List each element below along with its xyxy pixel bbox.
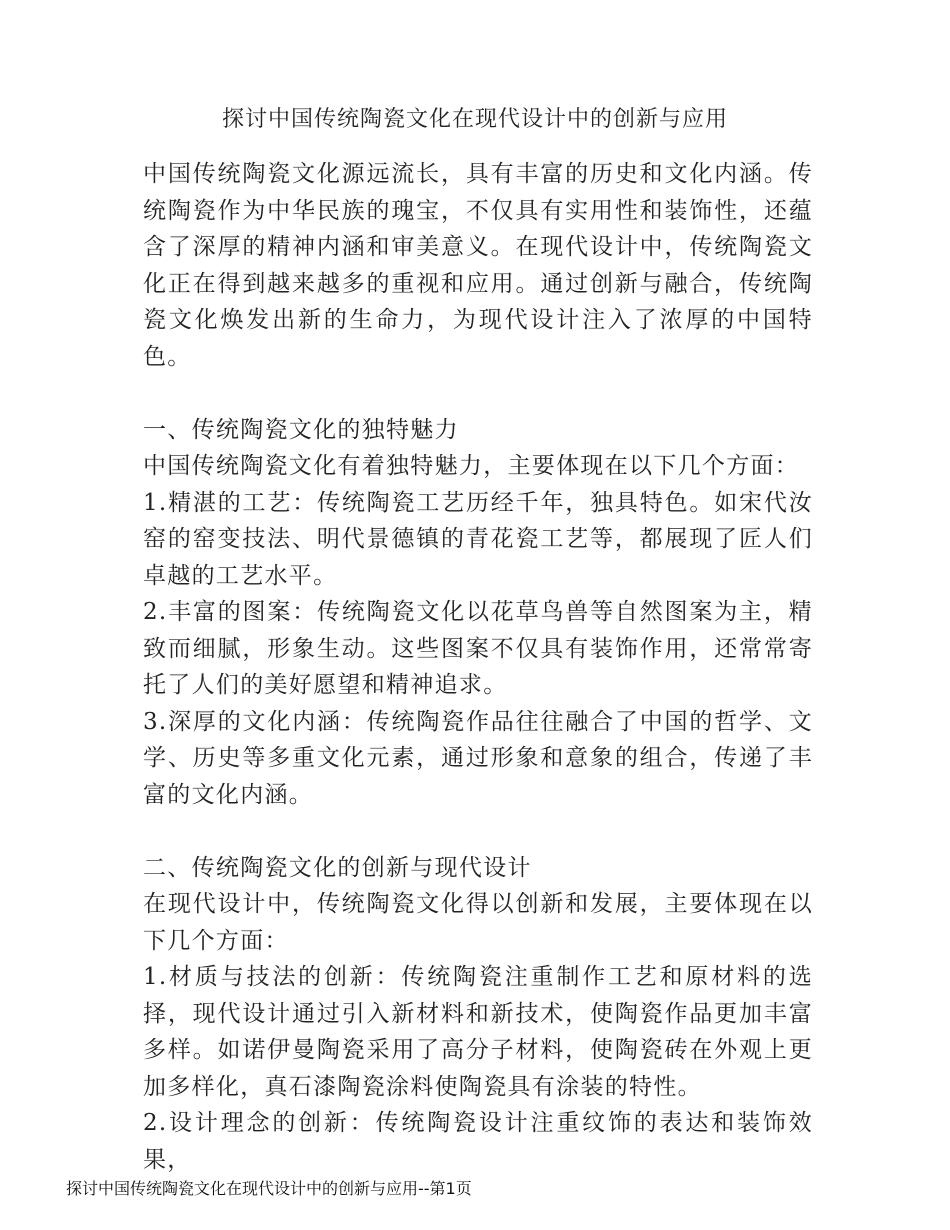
- section-1-lead: 中国传统陶瓷文化有着独特魅力，主要体现在以下几个方面：: [143, 453, 800, 479]
- section-1-item-3: 3.深厚的文化内涵：传统陶瓷作品往往融合了中国的哲学、文学、历史等多重文化元素，通过形象和意象的组合，传递了丰富的文化内涵。: [143, 708, 813, 808]
- section-2-item-2: 2.设计理念的创新：传统陶瓷设计注重纹饰的表达和装饰效果，: [143, 1110, 813, 1173]
- paragraph-gap: [143, 813, 813, 850]
- page-footer: 探讨中国传统陶瓷文化在现代设计中的创新与应用--第1页: [66, 1179, 472, 1198]
- section-1-heading: 一、传统陶瓷文化的独特魅力: [143, 416, 459, 443]
- section-2-heading: 二、传统陶瓷文化的创新与现代设计: [143, 854, 532, 881]
- section-2-lead: 在现代设计中，传统陶瓷文化得以创新和发展，主要体现在以下几个方面：: [143, 891, 813, 954]
- document-body: [143, 156, 813, 1178]
- intro-paragraph: 中国传统陶瓷文化源远流长，具有丰富的历史和文化内涵。传统陶瓷作为中华民族的瑰宝，不仅具有实用性和装饰性，还蕴含了深厚的精神内涵和审美意义。在现代设计中，传统陶瓷文化正在得到越来越多的重视和应用。通过创新与融合，传统陶瓷文化焕发出新的生命力，为现代设计注入了浓厚的中国特色。: [143, 161, 813, 370]
- section-2-item-1: 1.材质与技法的创新：传统陶瓷注重制作工艺和原材料的选择，现代设计通过引入新材料和新技术，使陶瓷作品更加丰富多样。如诺伊曼陶瓷采用了高分子材料，使陶瓷砖在外观上更加多样化，真石漆陶瓷涂料使陶瓷具有涂装的特性。: [143, 964, 813, 1100]
- section-1-item-2: 2.丰富的图案：传统陶瓷文化以花草鸟兽等自然图案为主，精致而细腻，形象生动。这些图案不仅具有装饰作用，还常常寄托了人们的美好愿望和精神追求。: [143, 599, 813, 698]
- page-title: 探讨中国传统陶瓷文化在现代设计中的创新与应用: [221, 107, 728, 132]
- section-1-item-1: 1.精湛的工艺：传统陶瓷工艺历经千年，独具特色。如宋代汝窑的窑变技法、明代景德镇的青花瓷工艺等，都展现了匠人们卓越的工艺水平。: [143, 489, 813, 589]
- paragraph-gap: [143, 375, 813, 412]
